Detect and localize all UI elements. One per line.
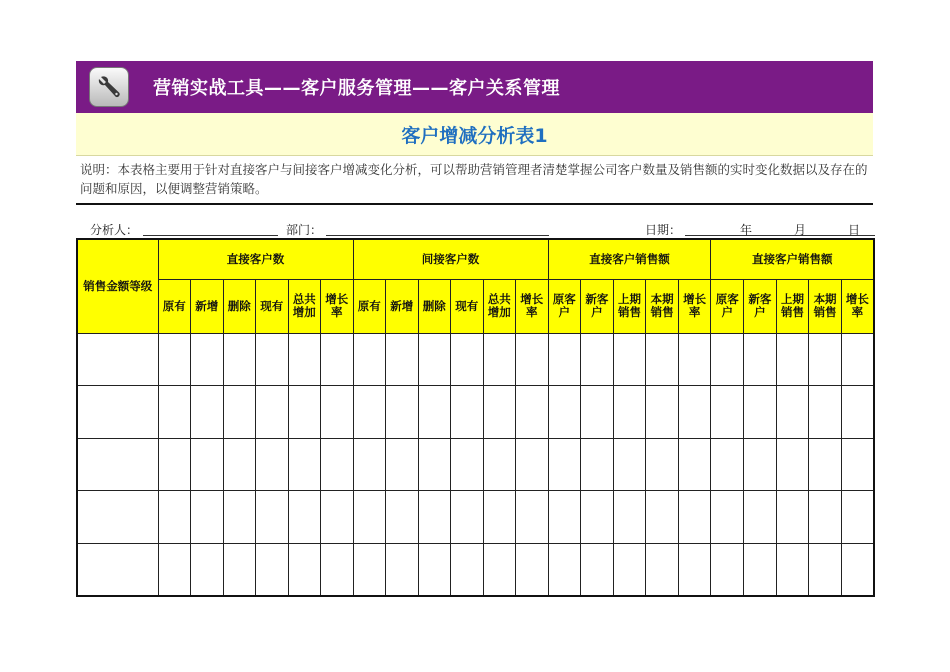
table-cell[interactable] (744, 491, 777, 544)
table-row (77, 543, 874, 596)
table-cell[interactable] (516, 491, 549, 544)
table-row (77, 333, 874, 386)
title-band (76, 113, 873, 156)
group-header: 间接客户数 (353, 239, 548, 279)
column-header: 原有 (158, 279, 191, 333)
table-cell[interactable] (256, 333, 289, 386)
table-cell[interactable] (744, 438, 777, 491)
table-cell[interactable] (744, 386, 777, 439)
table-cell[interactable] (646, 333, 679, 386)
table-cell[interactable] (646, 438, 679, 491)
table-row (77, 491, 874, 544)
table-cell[interactable] (516, 543, 549, 596)
table-cell[interactable] (548, 386, 581, 439)
table-cell[interactable] (418, 438, 451, 491)
table-cell[interactable] (288, 491, 321, 544)
table-row (77, 386, 874, 439)
table-cell[interactable] (581, 386, 614, 439)
date-label: 日期： (645, 223, 682, 237)
table-cell[interactable] (223, 333, 256, 386)
table-cell[interactable] (418, 491, 451, 544)
table-cell[interactable] (321, 386, 354, 439)
table-cell[interactable] (776, 386, 809, 439)
column-header: 增长率 (321, 279, 354, 333)
column-header: 新客户 (744, 279, 777, 333)
table-cell[interactable] (418, 386, 451, 439)
table-cell[interactable] (841, 438, 874, 491)
column-header: 现有 (256, 279, 289, 333)
table-cell[interactable] (451, 543, 484, 596)
table-cell[interactable] (191, 386, 224, 439)
table-cell[interactable] (809, 438, 842, 491)
table-cell[interactable] (191, 333, 224, 386)
row-label-cell[interactable] (77, 333, 158, 386)
table-cell[interactable] (646, 491, 679, 544)
table-cell[interactable] (418, 333, 451, 386)
table-cell[interactable] (809, 333, 842, 386)
table-cell[interactable] (711, 386, 744, 439)
table-cell[interactable] (288, 438, 321, 491)
column-header: 本期销售 (646, 279, 679, 333)
table-cell[interactable] (581, 333, 614, 386)
analyst-label: 分析人： (90, 223, 139, 237)
row-header-cell: 销售金额等级 (77, 239, 158, 333)
table-cell[interactable] (678, 333, 711, 386)
table-cell[interactable] (776, 438, 809, 491)
row-label-cell[interactable] (77, 491, 158, 544)
table-cell[interactable] (256, 438, 289, 491)
table-cell[interactable] (386, 543, 419, 596)
table-cell[interactable] (223, 386, 256, 439)
table-body (77, 333, 874, 596)
table-cell[interactable] (516, 438, 549, 491)
table-cell[interactable] (678, 543, 711, 596)
row-label-cell[interactable] (77, 438, 158, 491)
table-cell[interactable] (548, 333, 581, 386)
column-header: 删除 (418, 279, 451, 333)
column-header: 总共增加 (288, 279, 321, 333)
table-cell[interactable] (483, 438, 516, 491)
table-cell[interactable] (776, 543, 809, 596)
table-cell[interactable] (321, 491, 354, 544)
table-cell[interactable] (548, 491, 581, 544)
table-cell[interactable] (516, 333, 549, 386)
table-cell[interactable] (451, 333, 484, 386)
table-cell[interactable] (158, 386, 191, 439)
table-cell[interactable] (321, 438, 354, 491)
table-cell[interactable] (288, 543, 321, 596)
table-cell[interactable] (158, 491, 191, 544)
column-header: 总共增加 (483, 279, 516, 333)
table-cell[interactable] (646, 543, 679, 596)
table-cell[interactable] (841, 333, 874, 386)
day-label: 日 (848, 223, 861, 237)
table-cell[interactable] (386, 386, 419, 439)
column-header: 上期销售 (776, 279, 809, 333)
analyst-field[interactable] (143, 235, 278, 236)
table-cell[interactable] (548, 438, 581, 491)
table-cell[interactable] (353, 438, 386, 491)
table-cell[interactable] (353, 386, 386, 439)
header-banner (76, 61, 873, 113)
table-cell[interactable] (451, 386, 484, 439)
department-field[interactable] (326, 235, 549, 236)
row-label-cell[interactable] (77, 386, 158, 439)
table-cell[interactable] (191, 491, 224, 544)
table-cell[interactable] (321, 333, 354, 386)
table-cell[interactable] (158, 333, 191, 386)
table-cell[interactable] (744, 543, 777, 596)
column-header: 增长率 (516, 279, 549, 333)
table-cell[interactable] (483, 386, 516, 439)
wrench-icon (89, 67, 129, 107)
column-header: 新增 (191, 279, 224, 333)
table-cell[interactable] (451, 491, 484, 544)
document-title: 客户增减分析表1 (401, 124, 548, 147)
table-cell[interactable] (158, 543, 191, 596)
table-cell[interactable] (516, 386, 549, 439)
table-cell[interactable] (353, 543, 386, 596)
table-cell[interactable] (809, 386, 842, 439)
table-cell[interactable] (321, 543, 354, 596)
table-cell[interactable] (613, 386, 646, 439)
description-text: 说明：本表格主要用于针对直接客户与间接客户增减变化分析，可以帮助营销管理者清楚掌握公司客户数量及销售额的实时变化数据以及存在的问题和原因，以便调整营销策略。 (80, 162, 868, 196)
table-cell[interactable] (386, 438, 419, 491)
table-cell[interactable] (776, 333, 809, 386)
table-cell[interactable] (418, 543, 451, 596)
table-cell[interactable] (223, 543, 256, 596)
table-cell[interactable] (581, 491, 614, 544)
table-cell[interactable] (548, 543, 581, 596)
column-header: 现有 (451, 279, 484, 333)
table-cell[interactable] (841, 491, 874, 544)
table-cell[interactable] (483, 491, 516, 544)
table-cell[interactable] (841, 386, 874, 439)
table-cell[interactable] (613, 491, 646, 544)
table-cell[interactable] (776, 491, 809, 544)
column-header: 本期销售 (809, 279, 842, 333)
table-cell[interactable] (809, 491, 842, 544)
table-cell[interactable] (841, 543, 874, 596)
table-cell[interactable] (256, 543, 289, 596)
table-row (77, 438, 874, 491)
table-cell[interactable] (223, 491, 256, 544)
column-header: 原客户 (711, 279, 744, 333)
month-label: 月 (794, 223, 807, 237)
column-header: 删除 (223, 279, 256, 333)
column-header: 增长率 (841, 279, 874, 333)
table-cell[interactable] (711, 491, 744, 544)
year-label: 年 (740, 223, 753, 237)
table-cell[interactable] (158, 438, 191, 491)
group-header: 直接客户销售额 (711, 239, 874, 279)
table-cell[interactable] (613, 333, 646, 386)
table-cell[interactable] (191, 438, 224, 491)
date-field[interactable] (685, 235, 875, 236)
table-cell[interactable] (288, 333, 321, 386)
table-cell[interactable] (711, 438, 744, 491)
table-cell[interactable] (353, 491, 386, 544)
table-cell[interactable] (711, 333, 744, 386)
column-header: 上期销售 (613, 279, 646, 333)
table-cell[interactable] (386, 333, 419, 386)
divider (76, 203, 873, 205)
group-header: 直接客户数 (158, 239, 353, 279)
table-cell[interactable] (678, 438, 711, 491)
table-cell[interactable] (223, 438, 256, 491)
group-header: 直接客户销售额 (548, 239, 711, 279)
table-cell[interactable] (581, 543, 614, 596)
column-header: 原客户 (548, 279, 581, 333)
table-cell[interactable] (191, 543, 224, 596)
column-header: 增长率 (678, 279, 711, 333)
table-cell[interactable] (678, 491, 711, 544)
table-cell[interactable] (744, 333, 777, 386)
customer-analysis-table (76, 238, 875, 597)
table-cell[interactable] (646, 386, 679, 439)
banner-title: 营销实战工具——客户服务管理——客户关系管理 (153, 78, 560, 99)
table-cell[interactable] (613, 543, 646, 596)
column-header: 新增 (386, 279, 419, 333)
table-cell[interactable] (483, 333, 516, 386)
table-cell[interactable] (483, 543, 516, 596)
table-cell[interactable] (809, 543, 842, 596)
table-cell[interactable] (256, 386, 289, 439)
table-cell[interactable] (451, 438, 484, 491)
table-cell[interactable] (581, 438, 614, 491)
row-label-cell[interactable] (77, 543, 158, 596)
table-cell[interactable] (386, 491, 419, 544)
department-label: 部门： (286, 223, 323, 237)
column-header: 新客户 (581, 279, 614, 333)
table-cell[interactable] (256, 491, 289, 544)
table-cell[interactable] (613, 438, 646, 491)
table-cell[interactable] (711, 543, 744, 596)
table-cell[interactable] (353, 333, 386, 386)
table-cell[interactable] (288, 386, 321, 439)
table-cell[interactable] (678, 386, 711, 439)
column-header: 原有 (353, 279, 386, 333)
